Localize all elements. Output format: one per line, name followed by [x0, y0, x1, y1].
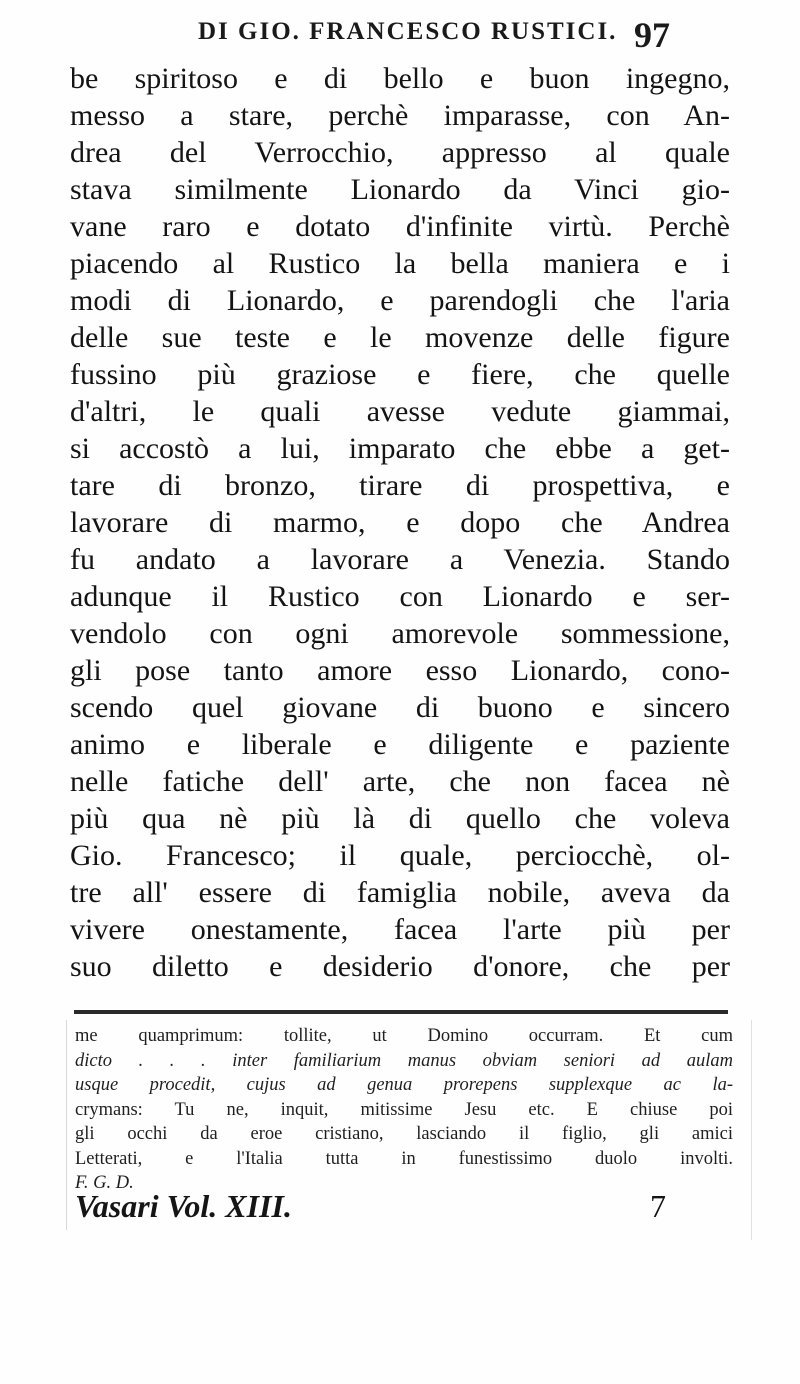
text-line: stava similmente Lionardo da Vinci gio-: [70, 173, 730, 206]
text-line: più qua nè più là di quello che voleva: [70, 802, 730, 835]
text-line: nelle fatiche dell' arte, che non facea nè: [70, 765, 730, 798]
footnote-line: Letterati, e l'Italia tutta in funestissimo duolo involti.: [75, 1148, 733, 1169]
text-line: si accostò a lui, imparato che ebbe a get-: [70, 432, 730, 465]
text-line: tare di bronzo, tirare di prospettiva, e: [70, 469, 730, 502]
footnote-line: crymans: Tu ne, inquit, mitissime Jesu etc. E chiuse poi: [75, 1099, 733, 1120]
footnote-line: gli occhi da eroe cristiano, lasciando il figlio, gli amici: [75, 1124, 733, 1144]
text-line: d'altri, le quali avesse vedute giammai,: [70, 395, 730, 428]
text-line: animo e liberale e diligente e paziente: [70, 728, 730, 761]
text-line: vendolo con ogni amorevole sommessione,: [70, 617, 730, 650]
text-line: messo a stare, perchè imparasse, con An-: [70, 99, 730, 132]
running-title: DI GIO. FRANCESCO RUSTICI.: [198, 18, 618, 45]
text-line: fu andato a lavorare a Venezia. Stando: [70, 543, 730, 576]
text-line: lavorare di marmo, e dopo che Andrea: [70, 506, 730, 539]
gathering-number: 7: [650, 1188, 666, 1224]
text-line: fussino più graziose e fiere, che quelle: [70, 358, 730, 391]
text-line: Gio. Francesco; il quale, perciocchè, ol-: [70, 839, 730, 872]
signature-line: [75, 1188, 735, 1234]
text-line: piacendo al Rustico la bella maniera e i: [70, 247, 730, 280]
text-line: adunque il Rustico con Lionardo e ser-: [70, 580, 730, 613]
footnote-line: dicto . . . inter familiarium manus obviam seniori ad aulam: [75, 1050, 733, 1071]
running-head: [0, 8, 800, 56]
text-line: drea del Verrocchio, appresso al quale: [70, 136, 730, 169]
page-number: 97: [634, 15, 670, 55]
text-line: scendo quel giovane di buono e sincero: [70, 691, 730, 724]
page-edge-line: [66, 1020, 67, 1230]
text-line: be spiritoso e di bello e buon ingegno,: [70, 62, 730, 95]
text-line: tre all' essere di famiglia nobile, aveva da: [70, 876, 730, 909]
text-line: gli pose tanto amore esso Lionardo, cono-: [70, 654, 730, 687]
text-line: vane raro e dotato d'infinite virtù. Perchè: [70, 210, 730, 243]
footnote-line: me quamprimum: tollite, ut Domino occurram. Et cum: [75, 1026, 733, 1046]
signature-mark: Vasari Vol. XIII.: [75, 1188, 292, 1224]
text-line: modi di Lionardo, e parendogli che l'aria: [70, 284, 730, 317]
footnote-initials: F. G. D.: [75, 1173, 134, 1193]
footnote-separator: [74, 1010, 728, 1014]
text-line: delle sue teste e le movenze delle figure: [70, 321, 730, 354]
main-text-block: [70, 60, 730, 1010]
text-line: vivere onestamente, facea l'arte più per: [70, 913, 730, 946]
text-line: suo diletto e desiderio d'onore, che per: [70, 950, 730, 983]
footnote-line: usque procedit, cujus ad genua prorepens supplexque ac la-: [75, 1075, 733, 1095]
page-edge-line: [751, 1020, 752, 1240]
